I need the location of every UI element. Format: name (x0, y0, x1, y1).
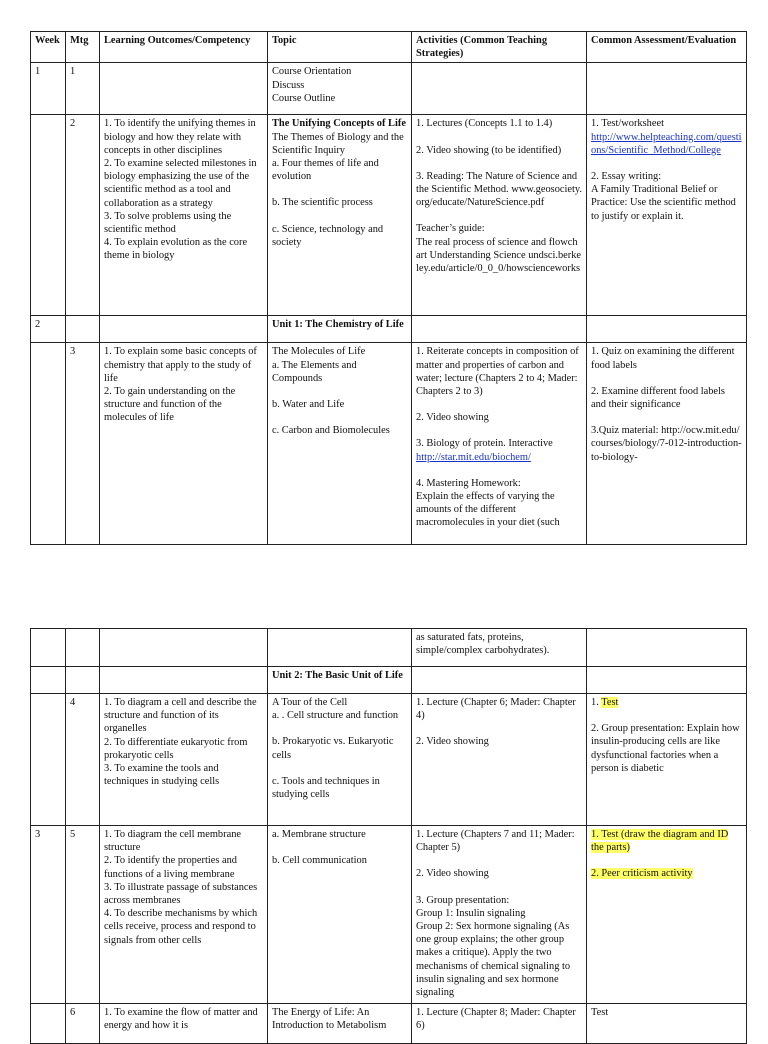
mtg-cell: 3 (66, 343, 100, 545)
activity-item: Teacher’s guide: (416, 223, 485, 235)
mtg-cell: 1 (66, 63, 100, 115)
topic-line: b. Water and Life (272, 399, 345, 411)
topic-cell (268, 694, 412, 826)
header-week: Week (31, 32, 66, 63)
mtg-cell: 6 (66, 1004, 100, 1044)
unit-title: Unit 1: The Chemistry of Life (268, 316, 412, 343)
header-mtg: Mtg (66, 32, 100, 63)
activity-item: 2. Video showing (416, 412, 489, 424)
topic-title: The Unifying Concepts of Life (272, 118, 406, 130)
topic-cell: The Energy of Life: An Introduction to Metabolism (268, 1004, 412, 1044)
outcomes-cell (100, 63, 268, 115)
topic-line: a. Four themes of life and evolution (272, 158, 379, 183)
activity-item: Explain the effects of varying the amounts of the different macromolecules in your diet (such (416, 491, 560, 529)
activity-item: 1. Lecture (Chapters 7 and 11; Mader: Chapter 5) (416, 829, 575, 854)
assessment-item: 1. Test/worksheet (591, 118, 664, 130)
outcome-item: 2. To identify the properties and functions of a living membrane (104, 855, 237, 880)
outcomes-cell (100, 343, 268, 545)
assessment-item: 3.Quiz material: http://ocw.mit.edu/courses/biology/7-012-introduction-to-biology- (591, 425, 742, 463)
week-cell (31, 667, 66, 694)
header-outcomes: Learning Outcomes/Competency (100, 32, 268, 63)
outcome-item: 3. To illustrate passage of substances across membranes (104, 881, 258, 907)
topic-cell (268, 63, 412, 115)
syllabus-table-page-1 (30, 31, 747, 545)
assessment-cell (587, 826, 747, 1004)
mtg-cell (66, 629, 100, 667)
topic-line: A Tour of the Cell (272, 697, 348, 708)
table-row (31, 343, 747, 545)
header-assessment: Common Assessment/Evaluation (587, 32, 747, 63)
topic-line: c. Carbon and Biomolecules (272, 425, 390, 437)
week-cell: 1 (31, 63, 66, 115)
activities-cell (412, 316, 587, 343)
outcome-item: 1. To explain some basic concepts of chemistry that apply to the study of life (104, 346, 257, 384)
activities-cell (412, 63, 587, 115)
topic-line: b. Cell communication (272, 855, 367, 867)
highlighted-test-diagram: 1. Test (draw the diagram and ID the parts) (591, 829, 729, 854)
outcome-item: 2. To examine selected milestones in biology emphasizing the use of the scientific method as a tool and collaboration as a strategy (104, 158, 257, 209)
assessment-item: 2. Examine different food labels and their significance (591, 385, 725, 411)
topic-cell (268, 115, 412, 316)
assessment-item: 2. Essay writing: (591, 171, 662, 183)
outcome-item: 2. To gain understanding on the structure and function of the molecules of life (104, 386, 236, 424)
topic-line: a. . Cell structure and function (272, 710, 399, 722)
assessment-cell (587, 115, 747, 316)
topic-line: a. The Elements and Compounds (272, 359, 357, 384)
outcome-item: 1. To diagram the cell membrane structure (104, 829, 241, 854)
assessment-item: A Family Traditional Belief or Practice: Use the scientific method to justify or explain it. (591, 184, 736, 222)
mtg-cell (66, 667, 100, 694)
assessment-item (591, 828, 742, 854)
mtg-cell: 4 (66, 694, 100, 826)
assessment-cell (587, 629, 747, 667)
outcome-item: 1. To diagram a cell and describe the structure and function of its organelles (104, 697, 257, 735)
activity-item: 2. Video showing (416, 736, 489, 748)
assessment-item: 1. Quiz on examining the different food labels (591, 346, 735, 371)
activity-item: 4. Mastering Homework: (416, 477, 521, 489)
table-row (31, 667, 747, 694)
outcome-item: 1. To identify the unifying themes in biology and how they relate with concepts in other disciplines (104, 118, 256, 156)
topic-line: a. Membrane structure (272, 829, 366, 840)
outcome-item: 2. To differentiate eukaryotic from prokaryotic cells (104, 736, 248, 761)
activities-cell (412, 115, 587, 316)
outcomes-cell (100, 629, 268, 667)
topic-cell (268, 826, 412, 1004)
topic-line: The Themes of Biology and the Scientific Inquiry (272, 131, 404, 156)
table-row (31, 826, 747, 1004)
assessment-cell: Test (587, 1004, 747, 1044)
week-cell (31, 694, 66, 826)
activities-cell (412, 694, 587, 826)
highlighted-peer-criticism: 2. Peer criticism activity (591, 868, 693, 880)
outcomes-cell (100, 826, 268, 1004)
week-cell: 2 (31, 316, 66, 343)
highlighted-test: Test (601, 697, 619, 708)
assessment-cell (587, 343, 747, 545)
syllabus-table-page-2 (30, 628, 747, 1044)
outcome-item: 4. To explain evolution as the core theme in biology (104, 237, 248, 262)
mtg-cell: 2 (66, 115, 100, 316)
table-row (31, 629, 747, 667)
activity-item: 1. Reiterate concepts in composition of matter and properties of carbon and water; lecture (Chapters 2 to 4; Mader: Chapters 2 to 3) (416, 346, 579, 398)
topic-line: Course Orientation (272, 66, 352, 78)
outcomes-cell (100, 115, 268, 316)
mtg-cell: 5 (66, 826, 100, 1004)
activities-cell (412, 667, 587, 694)
activity-item: 1. Lectures (Concepts 1.1 to 1.4) (416, 118, 553, 130)
assessment-cell (587, 667, 747, 694)
topic-line: b. The scientific process (272, 197, 373, 209)
activity-item: 3. Group presentation: (416, 894, 510, 906)
table-row (31, 694, 747, 826)
header-activities: Activities (Common Teaching Strategies) (412, 32, 587, 63)
activity-item: 3. Reading: The Nature of Science and the Scientific Method. www.geosociety.org/educate/NatureScience.pdf (416, 170, 583, 209)
assessment-cell (587, 694, 747, 826)
topic-line: Discuss (272, 79, 305, 91)
outcomes-cell (100, 694, 268, 826)
assessment-item (591, 696, 742, 709)
activity-item: 2. Video showing (416, 868, 489, 880)
header-row (31, 32, 747, 63)
topic-cell (268, 343, 412, 545)
activity-item: Group 2: Sex hormone signaling (As one group explains; the other group makes a critique). Apply the two mechanisms of chemical signaling to insulin signaling and sex hormone signaling (416, 921, 571, 999)
header-topic: Topic (268, 32, 412, 63)
topic-line: c. Science, technology and society (272, 223, 384, 248)
mtg-cell (66, 316, 100, 343)
table-row (31, 115, 747, 316)
outcomes-cell (100, 316, 268, 343)
activity-item: The real process of science and flowchart Understanding Science undsci.berkeley.edu/article/0_0_0/howscienceworks (416, 236, 582, 275)
activities-cell (412, 826, 587, 1004)
outcome-item: 4. To describe mechanisms by which cells receive, process and respond to signals from other cells (104, 908, 258, 946)
table-row (31, 63, 747, 115)
week-cell (31, 115, 66, 316)
activities-cell: as saturated fats, proteins, simple/complex carbohydrates). (412, 629, 587, 667)
outcome-item: 3. To solve problems using the scientific method (104, 210, 232, 236)
activities-cell: 1. Lecture (Chapter 8; Mader: Chapter 6) (412, 1004, 587, 1044)
week-cell: 3 (31, 826, 66, 1004)
table-row (31, 316, 747, 343)
helpteaching-link[interactable]: http://www.helpteaching.com/questions/Scientific_Method/College (591, 131, 742, 156)
assessment-cell (587, 63, 747, 115)
unit-title: Unit 2: The Basic Unit of Life (268, 667, 412, 694)
activity-item: Group 1: Insulin signaling (416, 907, 526, 919)
topic-line: c. Tools and techniques in studying cells (272, 775, 380, 801)
outcomes-cell (100, 667, 268, 694)
activities-cell (412, 343, 587, 545)
topic-cell (268, 629, 412, 667)
activity-item: 2. Video showing (to be identified) (416, 144, 562, 156)
topic-line: The Molecules of Life (272, 346, 366, 358)
biochem-link[interactable]: http://star.mit.edu/biochem/ (416, 451, 531, 463)
topic-line: Course Outline (272, 92, 336, 104)
outcome-item: 3. To examine the tools and techniques in studying cells (104, 763, 220, 788)
assessment-item: 2. Group presentation: Explain how insulin-producing cells are like dysfunctional factories when a person is diabetic (591, 723, 740, 774)
assessment-item (591, 867, 742, 880)
assessment-number: 1. (591, 697, 599, 708)
week-cell (31, 343, 66, 545)
week-cell (31, 629, 66, 667)
activity-item: 3. Biology of protein. Interactive (416, 438, 553, 450)
outcomes-cell: 1. To examine the flow of matter and energy and how it is (100, 1004, 268, 1044)
activity-item: 1. Lecture (Chapter 6; Mader: Chapter 4) (416, 697, 576, 722)
assessment-cell (587, 316, 747, 343)
topic-line: b. Prokaryotic vs. Eukaryotic cells (272, 736, 394, 761)
